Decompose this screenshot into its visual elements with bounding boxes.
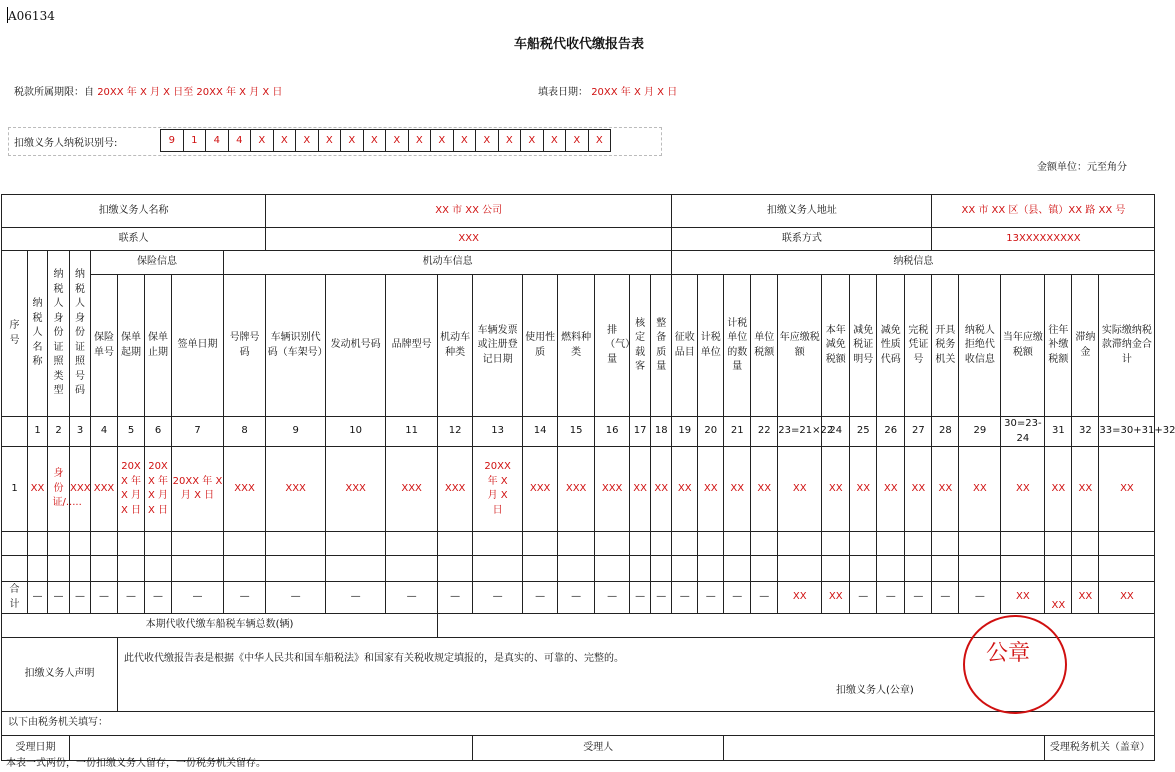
tax-period-label: 税款所属期限：自 — [14, 87, 94, 98]
tin-digit-cell[interactable]: X — [498, 129, 522, 152]
column-number: 12 — [438, 417, 473, 447]
tin-digit-cell[interactable]: X — [430, 129, 454, 152]
tin-label: 扣缴义务人纳税识别号: — [14, 138, 118, 149]
column-header: 保单起期 — [118, 275, 145, 417]
column-number: 2 — [48, 417, 70, 447]
total-cell: — — [386, 582, 438, 614]
empty-cell[interactable] — [1045, 556, 1072, 582]
column-number: 22 — [751, 417, 778, 447]
fill-date-label: 填表日期： — [538, 87, 588, 98]
data-cell[interactable]: XXX — [224, 447, 266, 532]
empty-cell[interactable] — [651, 556, 672, 582]
tin-digit-cell[interactable]: X — [408, 129, 432, 152]
data-cell[interactable]: XXX — [91, 447, 118, 532]
column-header: 排（气）量 — [595, 275, 630, 417]
empty-cell[interactable] — [905, 556, 932, 582]
empty-cell[interactable] — [698, 532, 724, 556]
total-cell[interactable]: XX — [1045, 582, 1072, 614]
seq-header: 序号 — [2, 251, 28, 417]
column-header: 当年应缴税额 — [1001, 275, 1045, 417]
data-cell[interactable]: XXX — [558, 447, 595, 532]
tax-office-section-label: 以下由税务机关填写： — [2, 712, 1155, 736]
empty-cell[interactable] — [326, 556, 386, 582]
empty-cell[interactable] — [959, 556, 1001, 582]
empty-cell[interactable] — [877, 556, 905, 582]
column-header: 车辆发票或注册登记日期 — [473, 275, 523, 417]
column-number: 29 — [959, 417, 1001, 447]
empty-cell[interactable] — [751, 532, 778, 556]
tin-digit-cell[interactable]: X — [273, 129, 297, 152]
total-cell: — — [959, 582, 1001, 614]
number-row-blank — [2, 417, 28, 447]
empty-cell[interactable] — [1072, 556, 1099, 582]
empty-cell[interactable] — [595, 556, 630, 582]
column-number: 10 — [326, 417, 386, 447]
empty-cell[interactable] — [1045, 532, 1072, 556]
data-cell[interactable]: XX — [651, 447, 672, 532]
tin-digit-cell[interactable]: X — [520, 129, 544, 152]
empty-cell[interactable] — [1072, 532, 1099, 556]
column-header: 号牌号码 — [224, 275, 266, 417]
total-cell: — — [905, 582, 932, 614]
empty-cell[interactable] — [2, 532, 28, 556]
document-id: A06134 — [8, 9, 55, 23]
column-number: 4 — [91, 417, 118, 447]
currency-unit: 金额单位：元至角分 — [1037, 162, 1127, 173]
declaration-text: 此代收代缴报告表是根据《中华人民共和国车船税法》和国家有关税收规定填报的，是真实的、可靠的、完整的。 — [124, 653, 624, 664]
empty-cell[interactable] — [959, 532, 1001, 556]
contact-method-label: 联系方式 — [672, 228, 932, 251]
data-cell[interactable]: XX — [724, 447, 751, 532]
empty-cell[interactable] — [1099, 532, 1155, 556]
empty-cell[interactable] — [523, 556, 558, 582]
empty-cell[interactable] — [70, 556, 91, 582]
total-cell: — — [266, 582, 326, 614]
column-header: 机动车种类 — [438, 275, 473, 417]
total-cell: — — [326, 582, 386, 614]
column-number: 25 — [850, 417, 877, 447]
total-cell: — — [877, 582, 905, 614]
empty-cell[interactable] — [1001, 532, 1045, 556]
data-cell[interactable]: XXX — [386, 447, 438, 532]
column-number: 14 — [523, 417, 558, 447]
data-cell[interactable]: XX — [850, 447, 877, 532]
column-number: 7 — [172, 417, 224, 447]
column-header: 减免性质代码 — [877, 275, 905, 417]
total-cell: — — [672, 582, 698, 614]
column-number: 23=21×22 — [778, 417, 822, 447]
empty-cell[interactable] — [698, 556, 724, 582]
column-header: 签单日期 — [172, 275, 224, 417]
empty-cell[interactable] — [558, 532, 595, 556]
declaration-signature: 扣缴义务人(公章) — [836, 685, 914, 696]
data-cell[interactable]: XX — [1045, 447, 1072, 532]
empty-cell[interactable] — [1001, 556, 1045, 582]
empty-cell[interactable] — [672, 556, 698, 582]
agent-name-field[interactable]: XX 市 XX 公司 — [266, 195, 672, 228]
data-cell[interactable]: XX — [959, 447, 1001, 532]
data-cell[interactable]: 20XX 年 X 月 X 日 — [145, 447, 172, 532]
total-cell: — — [595, 582, 630, 614]
tin-digit-cell[interactable]: X — [318, 129, 342, 152]
empty-cell[interactable] — [1099, 556, 1155, 582]
empty-cell[interactable] — [905, 532, 932, 556]
empty-cell[interactable] — [438, 532, 473, 556]
total-cell: — — [523, 582, 558, 614]
agent-address-field[interactable]: XX 市 XX 区（县、镇）XX 路 XX 号 — [932, 195, 1155, 228]
total-cell[interactable]: XX — [1072, 582, 1099, 614]
column-number: 28 — [932, 417, 959, 447]
total-cell: — — [558, 582, 595, 614]
column-number: 21 — [724, 417, 751, 447]
data-cell[interactable]: 20XX 年 X 月 X 日 — [473, 447, 523, 532]
empty-cell[interactable] — [822, 556, 850, 582]
empty-cell[interactable] — [877, 532, 905, 556]
accept-date-label: 受理日期 — [2, 736, 70, 761]
column-header: 整备质量 — [651, 275, 672, 417]
empty-cell[interactable] — [91, 532, 118, 556]
empty-cell[interactable] — [630, 556, 651, 582]
empty-cell[interactable] — [751, 556, 778, 582]
empty-cell[interactable] — [850, 532, 877, 556]
column-header: 征收品目 — [672, 275, 698, 417]
column-header: 保单止期 — [145, 275, 172, 417]
fill-date-value[interactable]: 20XX 年 X 月 X 日 — [591, 87, 678, 98]
empty-cell[interactable] — [2, 556, 28, 582]
empty-cell[interactable] — [778, 556, 822, 582]
total-cell: — — [48, 582, 70, 614]
tin-digit-cell[interactable]: X — [340, 129, 364, 152]
total-cell[interactable]: XX — [1001, 582, 1045, 614]
column-number: 11 — [386, 417, 438, 447]
data-cell[interactable]: XX — [1072, 447, 1099, 532]
data-cell[interactable]: 身份证/..... — [48, 447, 70, 532]
column-header: 保险单号 — [91, 275, 118, 417]
data-cell[interactable]: XXX — [523, 447, 558, 532]
empty-cell[interactable] — [386, 532, 438, 556]
empty-cell[interactable] — [172, 532, 224, 556]
empty-cell[interactable] — [48, 532, 70, 556]
tax-period-value[interactable]: 20XX 年 X 月 X 日至 20XX 年 X 月 X 日 — [97, 87, 283, 98]
empty-cell[interactable] — [28, 556, 48, 582]
column-number: 32 — [1072, 417, 1099, 447]
empty-cell[interactable] — [932, 532, 959, 556]
data-cell[interactable]: 20XX 年 X 月 X 日 — [172, 447, 224, 532]
empty-cell[interactable] — [438, 556, 473, 582]
tax-group-header: 纳税信息 — [672, 251, 1155, 275]
data-cell[interactable]: XX — [932, 447, 959, 532]
column-header: 单位税额 — [751, 275, 778, 417]
declaration-label: 扣缴义务人声明 — [2, 638, 118, 712]
empty-cell[interactable] — [326, 532, 386, 556]
column-header: 实际缴纳税款滞纳金合计 — [1099, 275, 1155, 417]
data-cell[interactable]: XXX — [266, 447, 326, 532]
column-number: 16 — [595, 417, 630, 447]
empty-cell[interactable] — [651, 532, 672, 556]
contact-field[interactable]: XXX — [266, 228, 672, 251]
data-cell[interactable]: XX — [751, 447, 778, 532]
empty-cell[interactable] — [386, 556, 438, 582]
tin-digit-cell[interactable]: 4 — [228, 129, 252, 152]
column-header: 纳税人名称 — [28, 251, 48, 417]
total-cell[interactable]: XX — [778, 582, 822, 614]
empty-cell[interactable] — [266, 556, 326, 582]
column-number: 31 — [1045, 417, 1072, 447]
column-number: 6 — [145, 417, 172, 447]
column-number: 19 — [672, 417, 698, 447]
total-cell: — — [932, 582, 959, 614]
data-cell[interactable]: XX — [630, 447, 651, 532]
column-header: 往年补缴税额 — [1045, 275, 1072, 417]
empty-cell[interactable] — [523, 532, 558, 556]
tin-digit-cell[interactable]: 1 — [183, 129, 207, 152]
empty-cell[interactable] — [118, 532, 145, 556]
accept-office-label: 受理税务机关（盖章） — [1045, 736, 1155, 761]
empty-cell[interactable] — [28, 532, 48, 556]
column-header: 使用性质 — [523, 275, 558, 417]
acceptor-field[interactable] — [724, 736, 1045, 761]
total-cell: — — [438, 582, 473, 614]
data-cell[interactable]: XXX — [595, 447, 630, 532]
data-cell[interactable]: XXX — [438, 447, 473, 532]
data-cell[interactable]: XX — [672, 447, 698, 532]
data-cell[interactable]: XX — [698, 447, 724, 532]
empty-cell[interactable] — [473, 556, 523, 582]
empty-cell[interactable] — [850, 556, 877, 582]
column-number: 9 — [266, 417, 326, 447]
total-cell: — — [224, 582, 266, 614]
column-number: 26 — [877, 417, 905, 447]
tin-digit-cell[interactable]: X — [475, 129, 499, 152]
column-number: 24 — [822, 417, 850, 447]
data-cell[interactable]: XX — [822, 447, 850, 532]
column-header: 纳税人身份证照类型 — [48, 251, 70, 417]
empty-cell[interactable] — [172, 556, 224, 582]
contact-method-field[interactable]: 13XXXXXXXXX — [932, 228, 1155, 251]
contact-label: 联系人 — [2, 228, 266, 251]
column-header: 开具税务机关 — [932, 275, 959, 417]
column-header: 年应缴税额 — [778, 275, 822, 417]
total-cell: — — [751, 582, 778, 614]
total-cell: — — [724, 582, 751, 614]
column-number: 18 — [651, 417, 672, 447]
column-number: 3 — [70, 417, 91, 447]
fill-date — [538, 83, 677, 98]
column-header: 计税单位的数量 — [724, 275, 751, 417]
tin-digit-cell[interactable]: 4 — [205, 129, 229, 152]
tin-digit-cell[interactable]: X — [385, 129, 409, 152]
tin-digit-cell[interactable]: 9 — [160, 129, 184, 152]
column-number: 8 — [224, 417, 266, 447]
form-title: 车船税代收代缴报告表 — [513, 37, 644, 52]
data-cell[interactable]: XX — [877, 447, 905, 532]
tin-digit-cell[interactable]: X — [295, 129, 319, 152]
tin-digit-cell[interactable]: X — [453, 129, 477, 152]
tax-period — [14, 83, 282, 98]
agent-name-label: 扣缴义务人名称 — [2, 195, 266, 228]
empty-cell[interactable] — [724, 532, 751, 556]
total-cell: — — [473, 582, 523, 614]
data-cell[interactable]: XX — [1099, 447, 1155, 532]
acceptor-label: 受理人 — [473, 736, 724, 761]
empty-cell[interactable] — [822, 532, 850, 556]
empty-cell[interactable] — [145, 532, 172, 556]
total-cell: — — [70, 582, 91, 614]
column-header: 核定载客 — [630, 275, 651, 417]
tin-digit-cell[interactable]: X — [250, 129, 274, 152]
total-cell: — — [172, 582, 224, 614]
data-cell[interactable]: 20XX 年 X 月 X 日 — [118, 447, 145, 532]
row-seq: 1 — [2, 447, 28, 532]
tin-digit-cell[interactable]: X — [565, 129, 589, 152]
official-seal-text: 公章 — [986, 641, 1031, 666]
empty-cell[interactable] — [145, 556, 172, 582]
total-cell: — — [651, 582, 672, 614]
total-cell: — — [698, 582, 724, 614]
empty-cell[interactable] — [48, 556, 70, 582]
tin-digit-cell[interactable]: X — [543, 129, 567, 152]
data-cell[interactable]: XX — [778, 447, 822, 532]
tin-input-group[interactable] — [161, 129, 611, 152]
agent-address-label: 扣缴义务人地址 — [672, 195, 932, 228]
column-header: 本年减免税额 — [822, 275, 850, 417]
insurance-group-header: 保险信息 — [91, 251, 224, 275]
column-header: 滞纳金 — [1072, 275, 1099, 417]
empty-cell[interactable] — [91, 556, 118, 582]
total-cell: — — [118, 582, 145, 614]
column-number: 20 — [698, 417, 724, 447]
column-number: 30=23-24 — [1001, 417, 1045, 447]
column-header: 发动机号码 — [326, 275, 386, 417]
total-cell: — — [850, 582, 877, 614]
empty-cell[interactable] — [724, 556, 751, 582]
empty-cell[interactable] — [932, 556, 959, 582]
column-header: 计税单位 — [698, 275, 724, 417]
total-label: 合计 — [2, 582, 28, 614]
empty-cell[interactable] — [70, 532, 91, 556]
column-header: 纳税人身份证照号码 — [70, 251, 91, 417]
column-number: 5 — [118, 417, 145, 447]
column-header: 完税凭证号 — [905, 275, 932, 417]
column-number: 13 — [473, 417, 523, 447]
total-cell: — — [91, 582, 118, 614]
empty-cell[interactable] — [672, 532, 698, 556]
empty-cell[interactable] — [558, 556, 595, 582]
column-header: 车辆识别代码（车架号） — [266, 275, 326, 417]
total-cell: — — [630, 582, 651, 614]
empty-cell[interactable] — [224, 532, 266, 556]
empty-cell[interactable] — [778, 532, 822, 556]
empty-cell[interactable] — [630, 532, 651, 556]
total-cell[interactable]: XX — [1099, 582, 1155, 614]
column-number: 27 — [905, 417, 932, 447]
empty-cell[interactable] — [118, 556, 145, 582]
empty-cell[interactable] — [595, 532, 630, 556]
data-cell[interactable]: XXX — [70, 447, 91, 532]
tin-digit-cell[interactable]: X — [363, 129, 387, 152]
vehicle-group-header: 机动车信息 — [224, 251, 672, 275]
column-number: 1 — [28, 417, 48, 447]
tin-digit-cell[interactable]: X — [588, 129, 612, 152]
column-header: 燃料种类 — [558, 275, 595, 417]
total-cell[interactable]: XX — [822, 582, 850, 614]
column-number: 17 — [630, 417, 651, 447]
empty-cell[interactable] — [224, 556, 266, 582]
total-cell: — — [145, 582, 172, 614]
footer-note: 本表一式两份，一份扣缴义务人留存，一份税务机关留存。 — [6, 758, 266, 769]
vehicle-count-label: 本期代收代缴车船税车辆总数(辆) — [2, 614, 438, 638]
empty-cell[interactable] — [266, 532, 326, 556]
empty-cell[interactable] — [473, 532, 523, 556]
total-cell: — — [28, 582, 48, 614]
column-header: 纳税人拒绝代收信息 — [959, 275, 1001, 417]
column-header: 减免税证明号 — [850, 275, 877, 417]
data-cell[interactable]: XX — [1001, 447, 1045, 532]
column-header: 品牌型号 — [386, 275, 438, 417]
data-cell[interactable]: XX — [28, 447, 48, 532]
column-number: 15 — [558, 417, 595, 447]
data-cell[interactable]: XXX — [326, 447, 386, 532]
data-cell[interactable]: XX — [905, 447, 932, 532]
column-number: 33=30+31+32 — [1099, 417, 1155, 447]
